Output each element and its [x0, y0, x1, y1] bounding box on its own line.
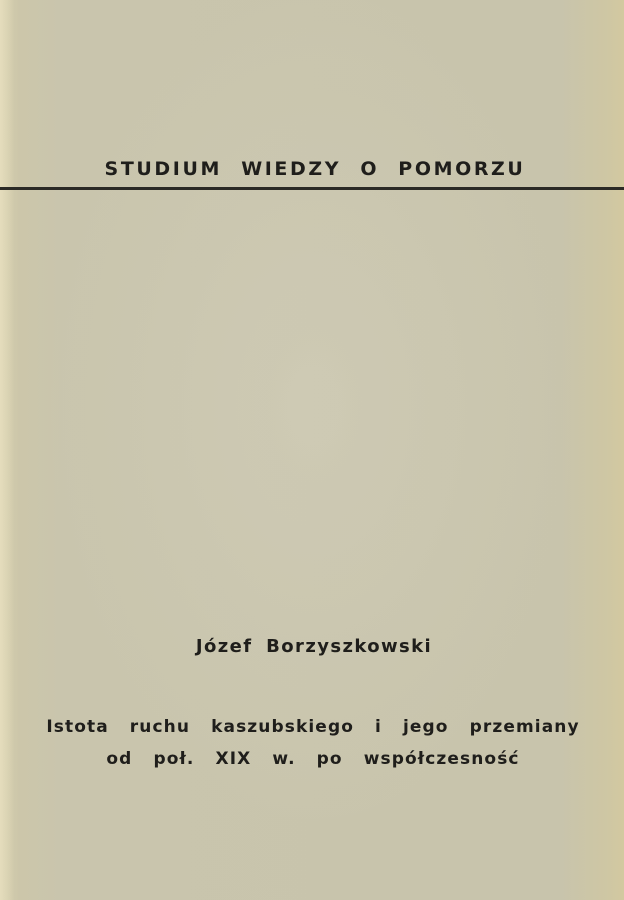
author-name: Józef Borzyszkowski: [195, 636, 433, 657]
header-rule: [0, 187, 624, 190]
book-title-line-1: Istota ruchu kaszubskiego i jego przemiany: [46, 717, 580, 737]
book-title-line-2: od poł. XIX w. po współczesność: [106, 749, 520, 769]
series-title: STUDIUM WIEDZY O POMORZU: [104, 158, 526, 180]
book-title: [0, 711, 624, 775]
